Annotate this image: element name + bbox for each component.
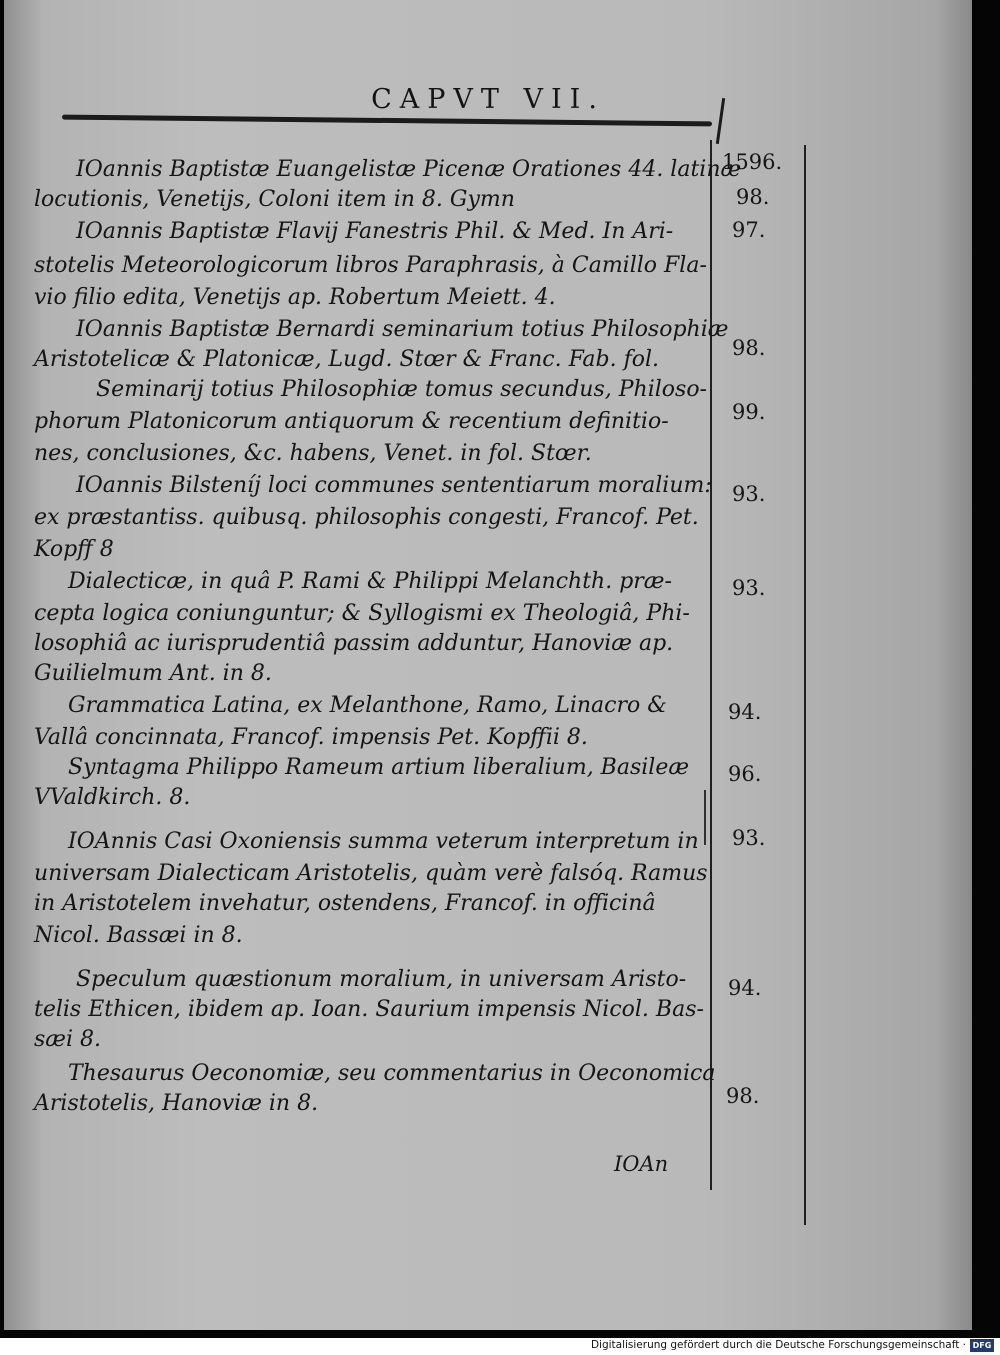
column-rule-right [804, 145, 806, 1225]
text-line: IOannis Baptistæ Bernardi seminarium totius Philosophiæ [76, 317, 729, 342]
text-line: telis Ethicen, ibidem ap. Ioan. Saurium impensis Nicol. Bas- [34, 997, 704, 1022]
text-line: IOannis Baptistæ Flavij Fanestris Phil. & Med. In Ari- [76, 219, 674, 244]
text-line: nes, conclusiones, &c. habens, Venet. in fol. Stœr. [34, 441, 592, 466]
column-rule-fragment [704, 790, 706, 845]
year-marker: 93. [732, 576, 766, 600]
text-line: Kopff 8 [34, 537, 114, 562]
year-marker: 98. [736, 185, 770, 209]
text-line: universam Dialecticam Aristotelis, quàm verè falsóq. Ramus [34, 861, 708, 886]
digitization-footer [0, 1338, 1000, 1355]
text-line: Speculum quæstionum moralium, in universam Aristo- [76, 967, 687, 992]
text-line: Grammatica Latina, ex Melanthone, Ramo, Linacro & [68, 693, 667, 718]
text-line: cepta logica coniunguntur; & Syllogismi ex Theologiâ, Phi- [34, 601, 690, 626]
year-marker: 97. [732, 218, 766, 242]
year-marker: 94. [728, 976, 762, 1000]
year-marker: 98. [732, 336, 766, 360]
text-line: IOannis Bilsteníj loci communes sententiarum moralium: [76, 473, 712, 498]
text-line: Vallâ concinnata, Francof. impensis Pet. Kopffii 8. [34, 725, 588, 750]
year-marker: 1596. [722, 150, 783, 174]
text-line: sæi 8. [34, 1027, 101, 1052]
text-line: locutionis, Venetijs, Coloni item in 8. Gymn [34, 187, 515, 212]
column-rule-left [710, 140, 712, 1190]
year-marker: 96. [728, 762, 762, 786]
text-line: VValdkirch. 8. [34, 785, 191, 810]
header-rule [62, 115, 712, 127]
dfg-logo: DFG [970, 1339, 994, 1352]
text-line: Guilielmum Ant. in 8. [34, 661, 272, 686]
book-page [4, 0, 972, 1330]
year-marker: 98. [726, 1084, 760, 1108]
catchword: IOAn [614, 1152, 669, 1176]
text-line: in Aristotelem invehatur, ostendens, Francof. in officinâ [34, 891, 656, 916]
text-line: ex præstantiss. quibusq. philosophis congesti, Francof. Pet. [34, 505, 699, 530]
text-line: Thesaurus Oeconomiæ, seu commentarius in Oeconomica [68, 1061, 716, 1086]
text-line: Nicol. Bassæi in 8. [34, 923, 243, 948]
text-line: Seminarij totius Philosophiæ tomus secundus, Philoso- [96, 377, 707, 402]
year-marker: 94. [728, 700, 762, 724]
text-line: IOAnnis Casi Oxoniensis summa veterum interpretum in [68, 829, 699, 854]
year-marker: 99. [732, 400, 766, 424]
year-marker: 93. [732, 482, 766, 506]
text-line: Dialecticæ, in quâ P. Rami & Philippi Melanchth. præ- [68, 569, 672, 594]
text-line: losophiâ ac iurisprudentiâ passim adduntur, Hanoviæ ap. [34, 631, 674, 656]
text-line: Syntagma Philippo Rameum artium liberalium, Basileæ [68, 755, 690, 780]
year-marker: 93. [732, 826, 766, 850]
text-line: phorum Platonicorum antiquorum & recentium definitio- [34, 409, 669, 434]
text-line: vio filio edita, Venetijs ap. Robertum Meiett. 4. [34, 285, 556, 310]
text-line: stotelis Meteorologicorum libros Paraphrasis, à Camillo Fla- [34, 253, 707, 278]
text-line: IOannis Baptistæ Euangelistæ Picenæ Orationes 44. latinæ [76, 157, 742, 182]
text-line: Aristotelicæ & Platonicæ, Lugd. Stœr & Franc. Fab. fol. [34, 347, 659, 372]
footer-credit: Digitalisierung gefördert durch die Deutsche Forschungsgemeinschaft · [590, 1339, 966, 1351]
text-line: Aristotelis, Hanoviæ in 8. [34, 1091, 319, 1116]
running-head: CAPVT VII. [371, 84, 605, 115]
